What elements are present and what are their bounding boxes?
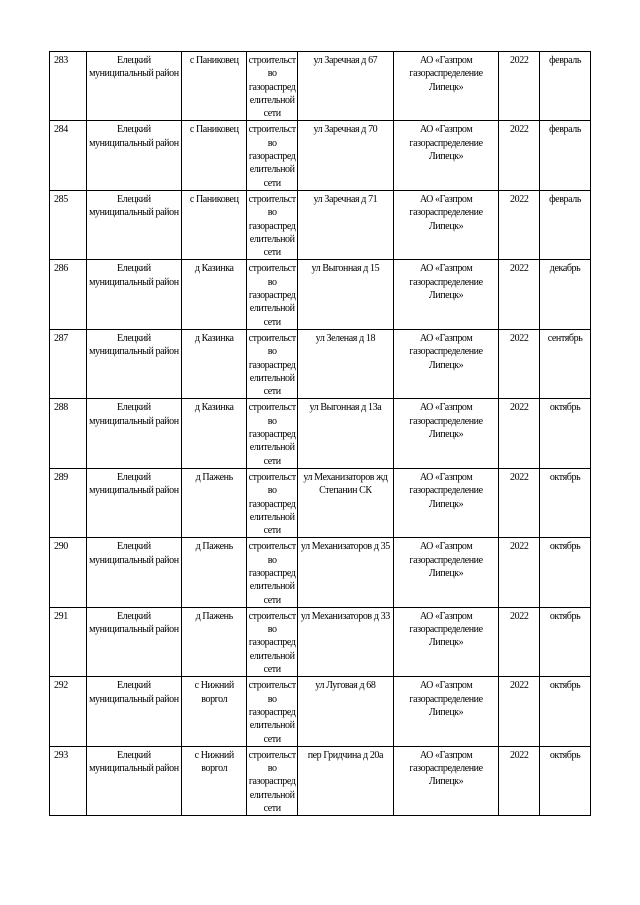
cell-number: 283 bbox=[50, 52, 87, 121]
cell-number: 289 bbox=[50, 468, 87, 537]
cell-month: октябрь bbox=[540, 677, 591, 746]
cell-district: Елецкий муниципальный район bbox=[86, 121, 182, 190]
table-body bbox=[50, 52, 591, 816]
table-row bbox=[50, 121, 591, 190]
cell-settlement: с Нижний воргол bbox=[182, 677, 247, 746]
cell-work-type: строительство газораспределительной сети bbox=[247, 746, 298, 815]
cell-settlement: с Паниковец bbox=[182, 121, 247, 190]
cell-organization: АО «Газпром газораспределение Липецк» bbox=[393, 190, 499, 259]
cell-district: Елецкий муниципальный район bbox=[86, 329, 182, 398]
cell-year: 2022 bbox=[499, 677, 540, 746]
cell-number: 286 bbox=[50, 260, 87, 329]
table-row bbox=[50, 52, 591, 121]
cell-address: ул Механизаторов д 35 bbox=[298, 538, 394, 607]
cell-settlement: д Казинка bbox=[182, 329, 247, 398]
table-row bbox=[50, 329, 591, 398]
cell-address: ул Выгонная д 15 bbox=[298, 260, 394, 329]
cell-year: 2022 bbox=[499, 329, 540, 398]
cell-year: 2022 bbox=[499, 399, 540, 468]
cell-number: 288 bbox=[50, 399, 87, 468]
cell-number: 284 bbox=[50, 121, 87, 190]
cell-district: Елецкий муниципальный район bbox=[86, 607, 182, 676]
cell-settlement: д Казинка bbox=[182, 260, 247, 329]
cell-address: ул Заречная д 71 bbox=[298, 190, 394, 259]
cell-number: 292 bbox=[50, 677, 87, 746]
cell-address: ул Заречная д 70 bbox=[298, 121, 394, 190]
cell-number: 293 bbox=[50, 746, 87, 815]
table-row bbox=[50, 190, 591, 259]
cell-address: ул Выгонная д 13а bbox=[298, 399, 394, 468]
cell-organization: АО «Газпром газораспределение Липецк» bbox=[393, 677, 499, 746]
cell-district: Елецкий муниципальный район bbox=[86, 190, 182, 259]
table-row bbox=[50, 399, 591, 468]
cell-month: октябрь bbox=[540, 468, 591, 537]
cell-number: 290 bbox=[50, 538, 87, 607]
cell-district: Елецкий муниципальный район bbox=[86, 746, 182, 815]
cell-address: ул Заречная д 67 bbox=[298, 52, 394, 121]
cell-organization: АО «Газпром газораспределение Липецк» bbox=[393, 399, 499, 468]
cell-district: Елецкий муниципальный район bbox=[86, 52, 182, 121]
cell-address: ул Луговая д 68 bbox=[298, 677, 394, 746]
cell-settlement: д Казинка bbox=[182, 399, 247, 468]
cell-district: Елецкий муниципальный район bbox=[86, 677, 182, 746]
cell-year: 2022 bbox=[499, 52, 540, 121]
cell-year: 2022 bbox=[499, 607, 540, 676]
cell-work-type: строительство газораспределительной сети bbox=[247, 607, 298, 676]
cell-work-type: строительство газораспределительной сети bbox=[247, 538, 298, 607]
cell-address: ул Механизаторов жд Степанин СК bbox=[298, 468, 394, 537]
cell-year: 2022 bbox=[499, 121, 540, 190]
cell-work-type: строительство газораспределительной сети bbox=[247, 52, 298, 121]
cell-district: Елецкий муниципальный район bbox=[86, 260, 182, 329]
cell-settlement: с Паниковец bbox=[182, 52, 247, 121]
cell-month: февраль bbox=[540, 52, 591, 121]
cell-work-type: строительство газораспределительной сети bbox=[247, 399, 298, 468]
cell-work-type: строительство газораспределительной сети bbox=[247, 468, 298, 537]
cell-address: ул Механизаторов д 33 bbox=[298, 607, 394, 676]
cell-year: 2022 bbox=[499, 260, 540, 329]
cell-work-type: строительство газораспределительной сети bbox=[247, 260, 298, 329]
cell-district: Елецкий муниципальный район bbox=[86, 468, 182, 537]
cell-address: пер Гридчина д 20а bbox=[298, 746, 394, 815]
table-row bbox=[50, 260, 591, 329]
cell-organization: АО «Газпром газораспределение Липецк» bbox=[393, 52, 499, 121]
cell-month: октябрь bbox=[540, 607, 591, 676]
cell-settlement: д Пажень bbox=[182, 468, 247, 537]
cell-month: сентябрь bbox=[540, 329, 591, 398]
cell-work-type: строительство газораспределительной сети bbox=[247, 677, 298, 746]
cell-number: 285 bbox=[50, 190, 87, 259]
cell-number: 287 bbox=[50, 329, 87, 398]
cell-address: ул Зеленая д 18 bbox=[298, 329, 394, 398]
cell-district: Елецкий муниципальный район bbox=[86, 538, 182, 607]
cell-number: 291 bbox=[50, 607, 87, 676]
cell-organization: АО «Газпром газораспределение Липецк» bbox=[393, 121, 499, 190]
cell-month: октябрь bbox=[540, 746, 591, 815]
cell-organization: АО «Газпром газораспределение Липецк» bbox=[393, 746, 499, 815]
cell-settlement: с Нижний воргол bbox=[182, 746, 247, 815]
cell-settlement: д Пажень bbox=[182, 538, 247, 607]
cell-organization: АО «Газпром газораспределение Липецк» bbox=[393, 260, 499, 329]
cell-work-type: строительство газораспределительной сети bbox=[247, 329, 298, 398]
cell-year: 2022 bbox=[499, 468, 540, 537]
cell-district: Елецкий муниципальный район bbox=[86, 399, 182, 468]
cell-organization: АО «Газпром газораспределение Липецк» bbox=[393, 468, 499, 537]
cell-work-type: строительство газораспределительной сети bbox=[247, 190, 298, 259]
cell-year: 2022 bbox=[499, 190, 540, 259]
cell-settlement: с Паниковец bbox=[182, 190, 247, 259]
table-row bbox=[50, 468, 591, 537]
cell-month: декабрь bbox=[540, 260, 591, 329]
cell-year: 2022 bbox=[499, 746, 540, 815]
table-row bbox=[50, 538, 591, 607]
table-row bbox=[50, 746, 591, 815]
cell-organization: АО «Газпром газораспределение Липецк» bbox=[393, 607, 499, 676]
gasification-table bbox=[49, 51, 591, 816]
cell-month: февраль bbox=[540, 190, 591, 259]
cell-settlement: д Пажень bbox=[182, 607, 247, 676]
table-row bbox=[50, 677, 591, 746]
cell-organization: АО «Газпром газораспределение Липецк» bbox=[393, 329, 499, 398]
cell-month: февраль bbox=[540, 121, 591, 190]
cell-work-type: строительство газораспределительной сети bbox=[247, 121, 298, 190]
cell-month: октябрь bbox=[540, 538, 591, 607]
cell-year: 2022 bbox=[499, 538, 540, 607]
table-row bbox=[50, 607, 591, 676]
cell-month: октябрь bbox=[540, 399, 591, 468]
cell-organization: АО «Газпром газораспределение Липецк» bbox=[393, 538, 499, 607]
